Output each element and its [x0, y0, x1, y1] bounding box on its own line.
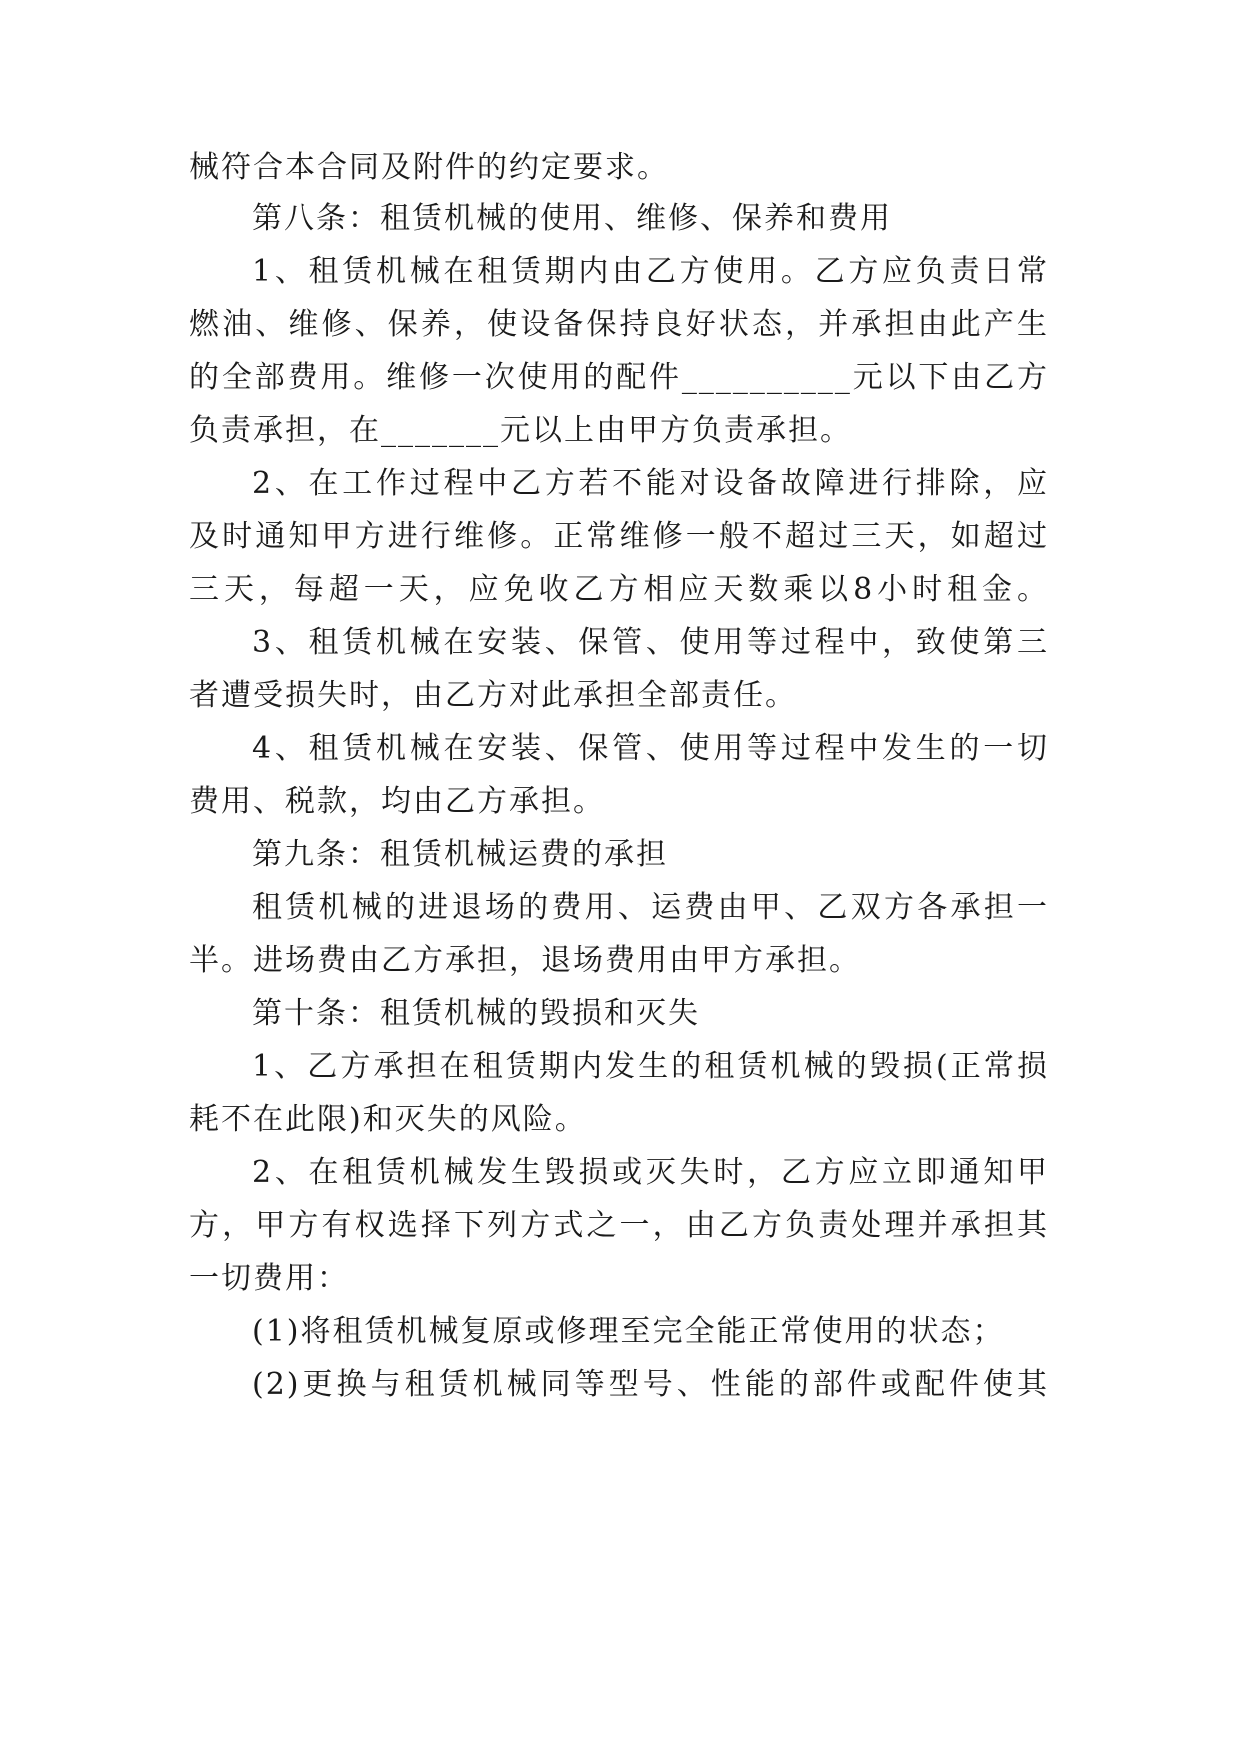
text-line: 费用、税款，均由乙方承担。 [189, 784, 605, 819]
text-line: 一切费用： [189, 1261, 349, 1296]
list-item: (1)将租赁机械复原或修理至完全能正常使用的状态； [252, 1314, 1005, 1349]
text-line: 耗不在此限)和灭失的风险。 [189, 1102, 587, 1137]
section-heading: 第九条：租赁机械运费的承担 [252, 837, 668, 872]
text-line: 2、在工作过程中乙方若不能对设备故障进行排除，应 [252, 466, 1049, 501]
text-line: 1、乙方承担在租赁期内发生的租赁机械的毁损(正常损 [252, 1049, 1049, 1084]
text-line: 2、在租赁机械发生毁损或灭失时，乙方应立即通知甲 [252, 1155, 1049, 1190]
text-line: 租赁机械的进退场的费用、运费由甲、乙双方各承担一 [252, 890, 1049, 925]
text-line: 4、租赁机械在安装、保管、使用等过程中发生的一切 [252, 731, 1049, 766]
text-line: 燃油、维修、保养，使设备保持良好状态，并承担由此产生 [189, 307, 1049, 342]
text-line: 三天，每超一天，应免收乙方相应天数乘以8小时租金。 [189, 572, 1049, 607]
text-line: 半。进场费由乙方承担，退场费用由甲方承担。 [189, 943, 861, 978]
text-line: 者遭受损失时，由乙方对此承担全部责任。 [189, 678, 797, 713]
text-line: 的全部费用。维修一次使用的配件__________元以下由乙方 [189, 360, 1049, 395]
text-line: 3、租赁机械在安装、保管、使用等过程中，致使第三 [252, 625, 1049, 660]
section-heading: 第八条：租赁机械的使用、维修、保养和费用 [252, 201, 892, 236]
text-line: 负责承担，在_______元以上由甲方负责承担。 [189, 413, 852, 448]
text-line: 方，甲方有权选择下列方式之一，由乙方负责处理并承担其 [189, 1208, 1049, 1243]
text-line: 及时通知甲方进行维修。正常维修一般不超过三天，如超过 [189, 519, 1049, 554]
list-item: (2)更换与租赁机械同等型号、性能的部件或配件使其 [252, 1367, 1049, 1402]
text-line: 1、租赁机械在租赁期内由乙方使用。乙方应负责日常 [252, 254, 1049, 289]
text-line: 械符合本合同及附件的约定要求。 [189, 150, 669, 185]
section-heading: 第十条：租赁机械的毁损和灭失 [252, 996, 700, 1031]
